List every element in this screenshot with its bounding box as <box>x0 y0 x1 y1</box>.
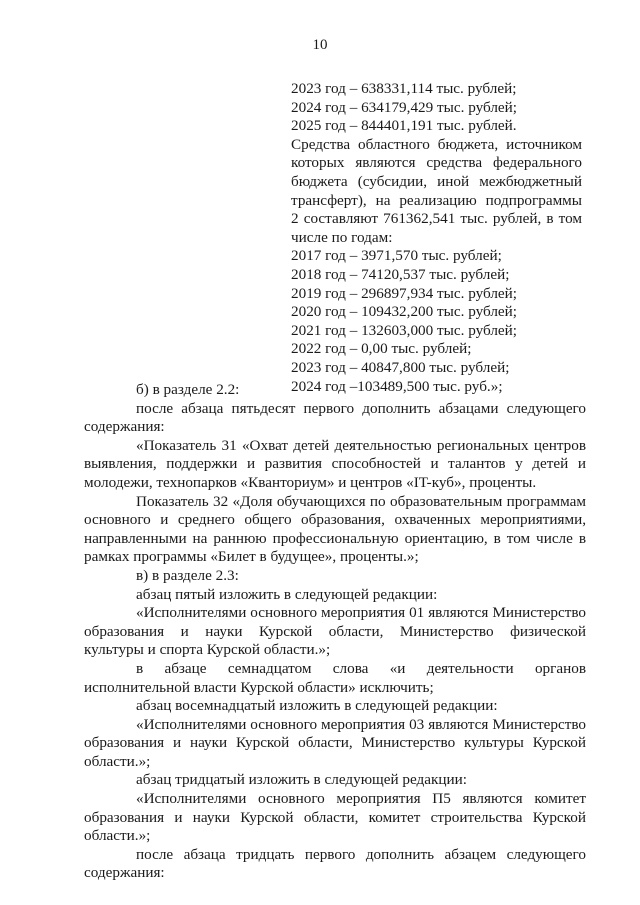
text-line: после абзаца тридцать первого дополнить абзацем следующего <box>136 845 586 863</box>
year-line-2024: 2024 год – 634179,429 тыс. рублей; <box>291 98 518 116</box>
year-line-2017: 2017 год – 3971,570 тыс. рублей; <box>291 247 502 265</box>
text-line: в абзаце семнадцатом слова «и деятельности органов <box>136 659 586 677</box>
text-line: образования и науки Курской области, Министерство физической <box>84 622 586 640</box>
text-line: области.»; <box>84 827 151 845</box>
text-line: выявления, поддержки и развития способностей и талантов у детей и <box>84 455 586 473</box>
text-line: молодежи, технопарков «Кванториум» и центров «IT-куб», проценты. <box>84 473 537 491</box>
year-line-2020: 2020 год – 109432,200 тыс. рублей; <box>291 303 518 321</box>
funding-paragraph-line: 2 составляют 761362,541 тыс. рублей, в том <box>291 210 582 228</box>
text-line: основного и среднего общего образования, охваченных мероприятиями, <box>84 511 586 529</box>
text-line: исполнительной власти Курской области» исключить; <box>84 678 434 696</box>
text-line: направленными на раннюю профессиональную ориентацию, в том числе в <box>84 529 586 547</box>
text-line: «Исполнителями основного мероприятия 03 являются Министерство <box>136 715 586 733</box>
funding-paragraph-line: бюджета (субсидии, иной межбюджетный <box>291 172 582 190</box>
text-line: «Показатель 31 «Охват детей деятельностью региональных центров <box>136 436 586 454</box>
text-line: после абзаца пятьдесят первого дополнить абзацами следующего <box>136 399 586 417</box>
text-line: рамках программы «Билет в будущее», проценты.»; <box>84 548 419 566</box>
year-line-2023b: 2023 год – 40847,800 тыс. рублей; <box>291 358 510 376</box>
funding-paragraph-line: числе по годам: <box>291 228 393 246</box>
section-heading: в) в разделе 2.3: <box>136 566 239 584</box>
text-line: образования и науки Курской области, Министерство культуры Курской <box>84 734 586 752</box>
year-line-2022: 2022 год – 0,00 тыс. рублей; <box>291 340 472 358</box>
text-line: «Исполнителями основного мероприятия 01 являются Министерство <box>136 604 586 622</box>
year-line-2018: 2018 год – 74120,537 тыс. рублей; <box>291 265 510 283</box>
year-line-2021: 2021 год – 132603,000 тыс. рублей; <box>291 321 518 339</box>
text-line: абзац пятый изложить в следующей редакции: <box>136 585 438 603</box>
text-line: содержания: <box>84 864 165 882</box>
text-line: области.»; <box>84 752 151 770</box>
year-line-2023: 2023 год – 638331,114 тыс. рублей; <box>291 80 517 97</box>
funding-paragraph-line: трансферт), на реализацию подпрограммы <box>291 191 582 209</box>
section-heading: б) в разделе 2.2: <box>136 381 240 398</box>
funding-column <box>291 80 582 396</box>
document-body <box>84 381 586 883</box>
text-line: абзац восемнадцатый изложить в следующей редакции: <box>136 697 498 715</box>
year-line-2025: 2025 год – 844401,191 тыс. рублей. <box>291 117 517 135</box>
text-line: содержания: <box>84 418 165 436</box>
funding-paragraph-line: которых являются средства федерального <box>291 154 582 172</box>
text-line: абзац тридцатый изложить в следующей редакции: <box>136 771 467 789</box>
text-line: «Исполнителями основного мероприятия П5 являются комитет <box>136 790 586 808</box>
funding-paragraph-line: Средства областного бюджета, источником <box>291 135 582 153</box>
page-number: 10 <box>312 37 328 53</box>
year-line-2019: 2019 год – 296897,934 тыс. рублей; <box>291 284 518 302</box>
year-line-2024b: 2024 год –103489,500 тыс. руб.»; <box>291 377 503 395</box>
text-line: Показатель 32 «Доля обучающихся по образовательным программам <box>136 492 586 510</box>
text-line: образования и науки Курской области, комитет строительства Курской <box>84 808 586 826</box>
text-line: культуры и спорта Курской области.»; <box>84 641 331 659</box>
